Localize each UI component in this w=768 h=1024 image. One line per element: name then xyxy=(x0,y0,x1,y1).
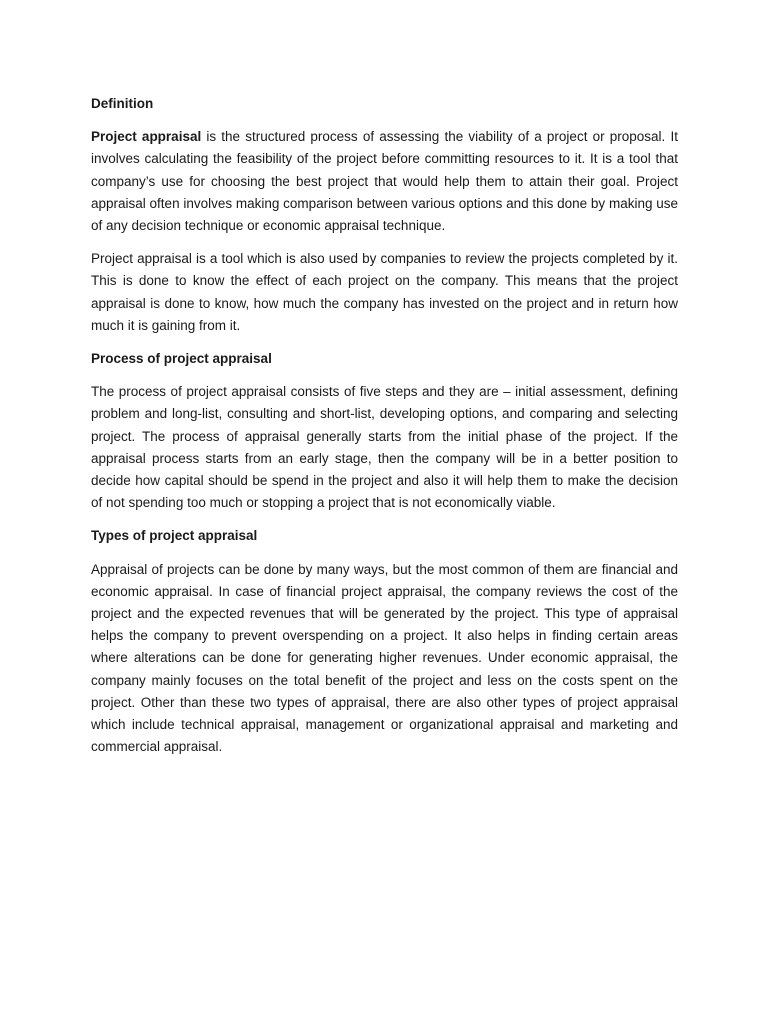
process-paragraph: The process of project appraisal consists of five steps and they are – initial assessment, defining problem and long-list, consulting and short-list, developing options, and comparing and selecting project. The process of appraisal generally starts from the initial phase of the project. If the appraisal process starts from an early stage, then the company will be in a better position to decide how capital should be spend in the project and also it will help them to make the decision of not spending too much or stopping a project that is not economically viable. xyxy=(91,384,678,511)
definition-paragraph-text: is the structured process of assessing the viability of a project or proposal. It involves calculating the feasibility of the project before committing resources to it. It is a tool that company’s use for choosing the best project that would help them to attain their goal. Project appraisal often involves making comparison between various options and this done by making use of any decision technique or economic appraisal technique. xyxy=(91,129,678,234)
process-heading: Process of project appraisal xyxy=(91,351,272,367)
definition-heading: Definition xyxy=(91,96,154,111)
definition-lead-term: Project appraisal xyxy=(91,129,202,145)
types-heading: Types of project appraisal xyxy=(91,528,258,544)
definition-paragraph xyxy=(91,126,678,237)
review-paragraph: Project appraisal is a tool which is also used by companies to review the projects completed by it. This is done to know the effect of each project on the company. This means that the project appraisal is done to know, how much the company has invested on the project and in return how much it is gaining from it. xyxy=(91,251,678,333)
types-paragraph: Appraisal of projects can be done by many ways, but the most common of them are financial and economic appraisal. In case of financial project appraisal, the company reviews the cost of the project and the expected revenues that will be generated by the project. This type of appraisal helps the company to prevent overspending on a project. It also helps in finding certain areas where alterations can be done for generating higher revenues. Under economic appraisal, the company mainly focuses on the total benefit of the project and less on the costs spent on the project. Other than these two types of appraisal, there are also other types of project appraisal which include technical appraisal, management or organizational appraisal and marketing and commercial appraisal. xyxy=(91,561,678,755)
